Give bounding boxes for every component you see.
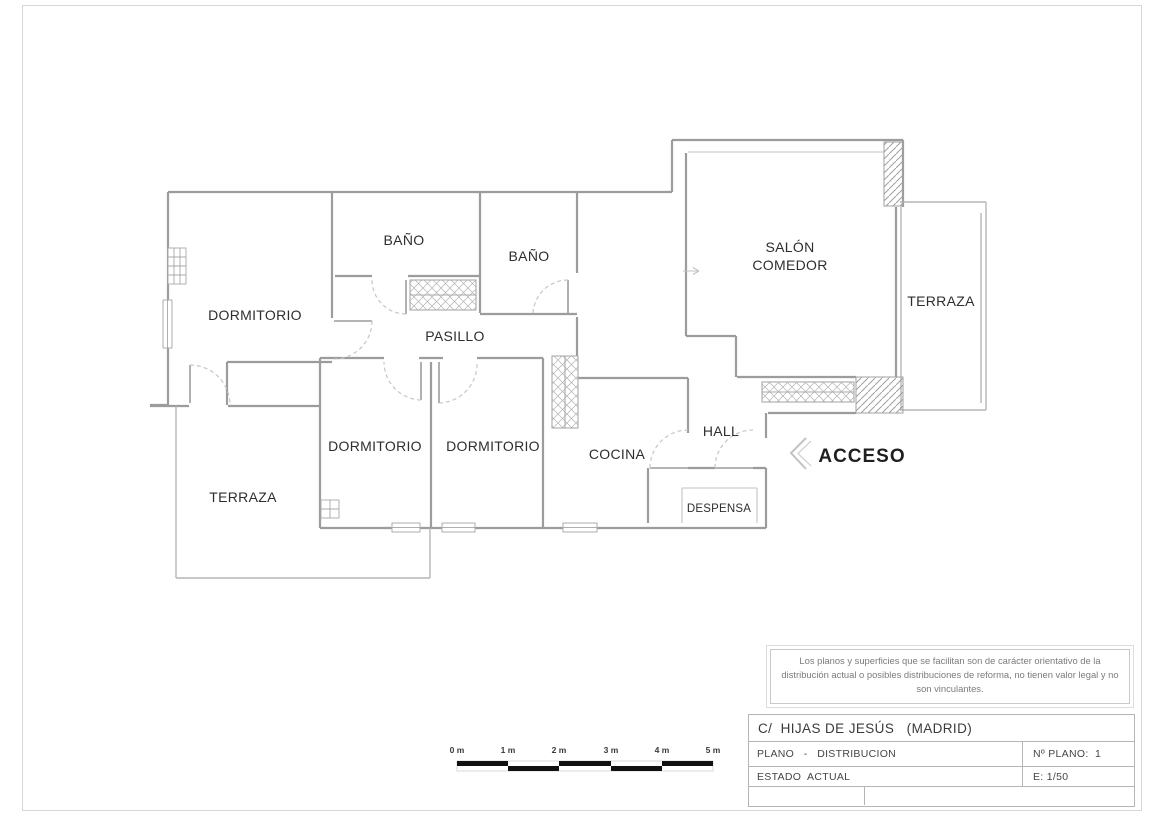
scale-tick-label: 2 m: [551, 745, 567, 755]
room-label-dormitorio-1: DORMITORIO: [208, 307, 302, 323]
room-label-hall: HALL: [702, 423, 740, 439]
scale-tick-label: 4 m: [654, 745, 670, 755]
scale-tick-label: 3 m: [603, 745, 619, 755]
room-label-terraza-left: TERRAZA: [209, 489, 277, 505]
scale-bar: [450, 745, 721, 771]
closets: [410, 280, 854, 428]
hatch-block-top: [884, 142, 903, 206]
room-label-despensa: DESPENSA: [686, 503, 752, 515]
title-block: [748, 714, 1135, 807]
room-label-salon-line2: COMEDOR: [752, 257, 828, 273]
title-block-empty-row: [749, 787, 1134, 805]
access-label: ACCESO: [818, 446, 906, 467]
room-label-cocina: COCINA: [588, 446, 646, 462]
room-label-salon-line1: SALÓN: [765, 239, 815, 255]
title-block-plan-row: [749, 742, 1134, 767]
scale-cell: E: 1/50: [1033, 770, 1069, 783]
title-block-address-row: [749, 715, 1134, 742]
walls: [150, 140, 906, 528]
title-block-state-row: [749, 767, 1134, 787]
address-cell: C/ HIJAS DE JESÚS (MADRID): [758, 720, 973, 736]
state-cell: ESTADO ACTUAL: [749, 767, 1023, 786]
empty-cell: [749, 787, 865, 805]
empty-cell: [865, 787, 1134, 805]
scale-tick-label: 0 m: [449, 745, 465, 755]
plan-type-cell: PLANO - DISTRIBUCION: [749, 742, 1023, 766]
entrance-chevron-icon: [791, 438, 811, 469]
room-label-bano-2: BAÑO: [508, 248, 550, 264]
scale-bar-labels: [450, 745, 721, 755]
room-label-pasillo: PASILLO: [425, 328, 485, 344]
plan-number-cell: Nº PLANO: 1: [1033, 748, 1102, 760]
hatch-block-entry: [856, 377, 903, 413]
disclaimer-note: Los planos y superficies que se facilitan son de carácter orientativo de la distribución actual o posibles distribuciones de reforma, no tienen valor legal y no son vinculantes.: [770, 649, 1130, 704]
room-labels: [208, 232, 975, 515]
scale-tick-label: 5 m: [705, 745, 721, 755]
scale-bar-segments: [457, 761, 713, 771]
room-label-dormitorio-2: DORMITORIO: [328, 438, 422, 454]
radiators: [168, 248, 339, 518]
room-label-terraza-right: TERRAZA: [907, 293, 975, 309]
scale-tick-label: 1 m: [500, 745, 516, 755]
room-label-dormitorio-3: DORMITORIO: [446, 438, 540, 454]
room-label-bano-1: BAÑO: [383, 232, 425, 248]
